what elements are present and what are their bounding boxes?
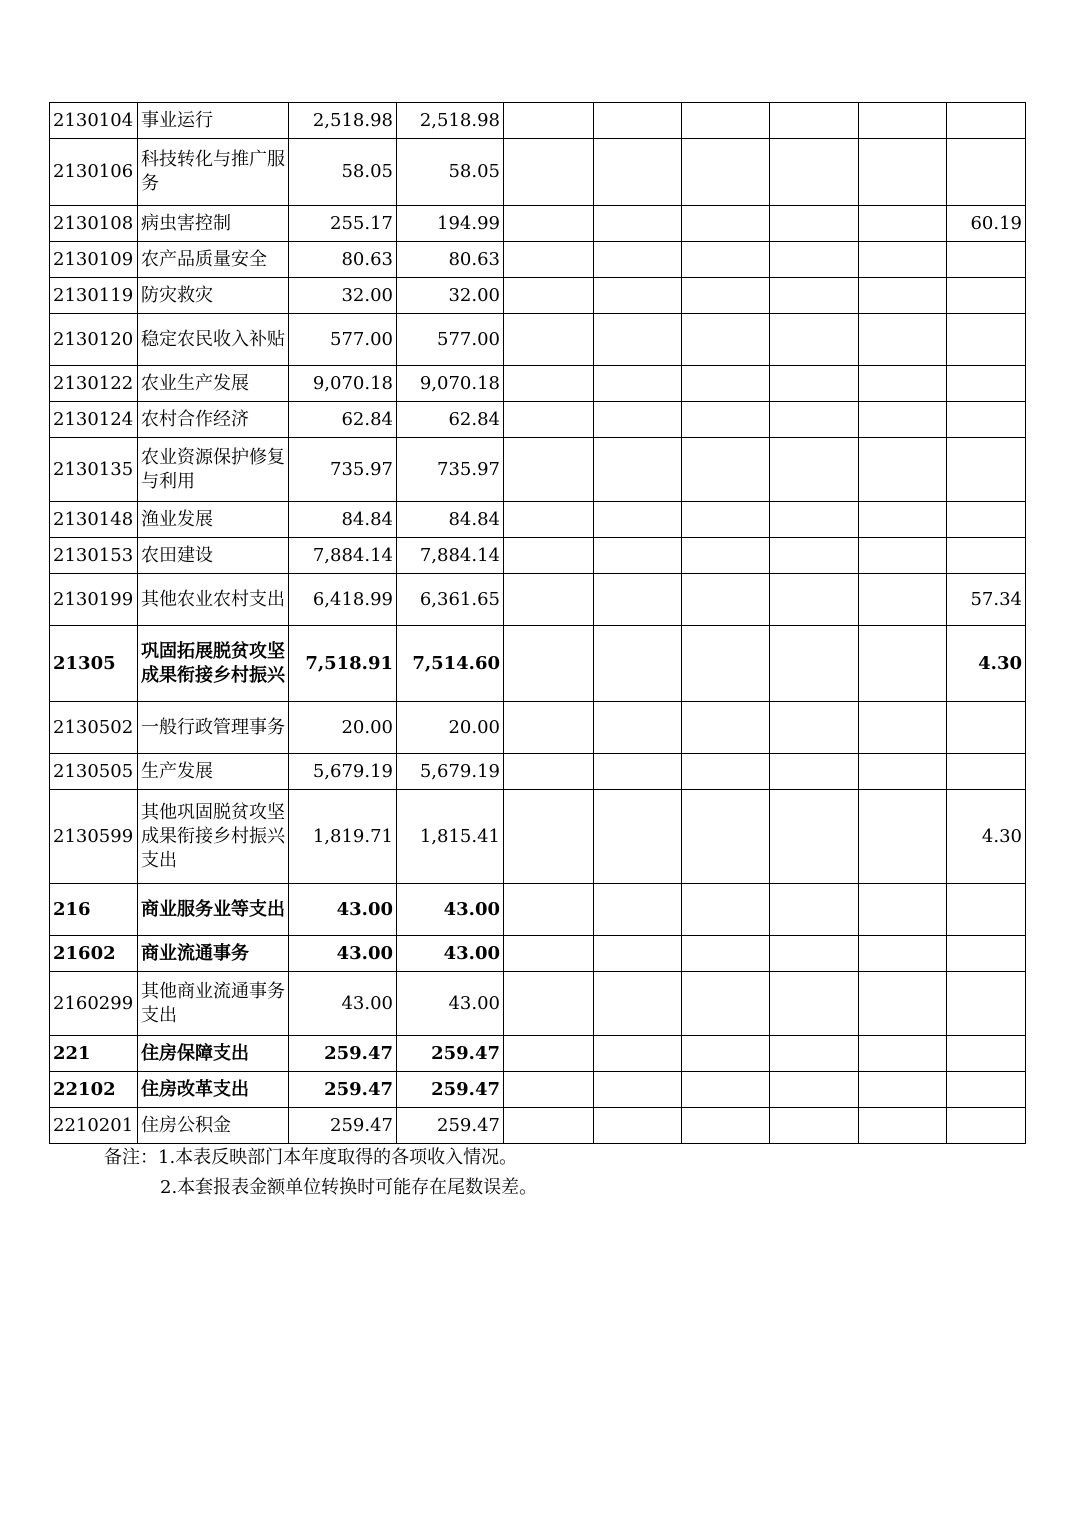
cell-total: 255.17 — [289, 206, 397, 242]
cell-empty — [770, 366, 859, 402]
cell-empty — [504, 972, 594, 1036]
cell-total: 259.47 — [289, 1036, 397, 1072]
cell-total: 58.05 — [289, 139, 397, 206]
cell-empty — [859, 438, 947, 502]
cell-amount: 259.47 — [397, 1036, 504, 1072]
cell-amount: 43.00 — [397, 972, 504, 1036]
note-line-2: 2.本套报表金额单位转换时可能存在尾数误差。 — [160, 1177, 538, 1198]
cell-code: 2130505 — [50, 754, 138, 790]
cell-empty — [594, 884, 682, 936]
cell-empty — [770, 1072, 859, 1108]
cell-empty — [594, 972, 682, 1036]
cell-empty — [859, 754, 947, 790]
cell-empty — [594, 366, 682, 402]
cell-empty — [770, 206, 859, 242]
cell-other: 4.30 — [947, 626, 1026, 702]
cell-name: 渔业发展 — [138, 502, 289, 538]
cell-empty — [504, 314, 594, 366]
cell-total: 80.63 — [289, 242, 397, 278]
table-row — [50, 1108, 1026, 1144]
cell-name: 其他商业流通事务支出 — [138, 972, 289, 1036]
cell-name: 生产发展 — [138, 754, 289, 790]
cell-empty — [770, 790, 859, 884]
cell-empty — [504, 936, 594, 972]
cell-empty — [594, 103, 682, 139]
cell-empty — [682, 574, 770, 626]
cell-name: 其他巩固脱贫攻坚成果衔接乡村振兴支出 — [138, 790, 289, 884]
cell-empty — [504, 1036, 594, 1072]
cell-empty — [770, 438, 859, 502]
cell-amount: 80.63 — [397, 242, 504, 278]
cell-name: 农田建设 — [138, 538, 289, 574]
budget-table — [49, 102, 1026, 1144]
cell-empty — [770, 936, 859, 972]
cell-empty — [770, 884, 859, 936]
cell-empty — [859, 626, 947, 702]
cell-empty — [504, 103, 594, 139]
cell-empty — [594, 702, 682, 754]
cell-amount: 32.00 — [397, 278, 504, 314]
cell-amount: 1,815.41 — [397, 790, 504, 884]
cell-empty — [504, 1108, 594, 1144]
cell-empty — [682, 936, 770, 972]
cell-empty — [770, 702, 859, 754]
cell-empty — [594, 754, 682, 790]
cell-amount: 259.47 — [397, 1072, 504, 1108]
cell-empty — [504, 538, 594, 574]
cell-empty — [682, 438, 770, 502]
cell-empty — [504, 139, 594, 206]
cell-empty — [682, 790, 770, 884]
cell-empty — [504, 438, 594, 502]
cell-empty — [859, 314, 947, 366]
cell-total: 84.84 — [289, 502, 397, 538]
cell-empty — [770, 1108, 859, 1144]
cell-empty — [682, 972, 770, 1036]
cell-empty — [594, 626, 682, 702]
cell-empty — [504, 502, 594, 538]
cell-total: 32.00 — [289, 278, 397, 314]
cell-empty — [770, 242, 859, 278]
cell-other — [947, 366, 1026, 402]
cell-empty — [594, 574, 682, 626]
cell-amount: 9,070.18 — [397, 366, 504, 402]
cell-empty — [594, 1036, 682, 1072]
cell-empty — [859, 1108, 947, 1144]
cell-code: 2160299 — [50, 972, 138, 1036]
cell-empty — [594, 278, 682, 314]
cell-empty — [770, 402, 859, 438]
cell-empty — [594, 538, 682, 574]
table-row — [50, 1072, 1026, 1108]
cell-empty — [594, 936, 682, 972]
cell-empty — [859, 1036, 947, 1072]
cell-empty — [859, 139, 947, 206]
cell-empty — [770, 538, 859, 574]
cell-total: 43.00 — [289, 884, 397, 936]
cell-amount: 62.84 — [397, 402, 504, 438]
cell-code: 2130119 — [50, 278, 138, 314]
cell-empty — [682, 1036, 770, 1072]
cell-total: 43.00 — [289, 936, 397, 972]
note-line-1: 备注：1.本表反映部门本年度取得的各项收入情况。 — [104, 1147, 518, 1168]
table-row — [50, 502, 1026, 538]
cell-other — [947, 402, 1026, 438]
cell-amount: 194.99 — [397, 206, 504, 242]
table-row — [50, 538, 1026, 574]
table-row — [50, 139, 1026, 206]
cell-amount: 58.05 — [397, 139, 504, 206]
cell-empty — [770, 754, 859, 790]
cell-empty — [594, 139, 682, 206]
cell-name: 住房公积金 — [138, 1108, 289, 1144]
cell-code: 2130599 — [50, 790, 138, 884]
cell-total: 1,819.71 — [289, 790, 397, 884]
cell-empty — [682, 206, 770, 242]
cell-empty — [504, 206, 594, 242]
cell-amount: 735.97 — [397, 438, 504, 502]
cell-code: 21305 — [50, 626, 138, 702]
cell-total: 2,518.98 — [289, 103, 397, 139]
table-row — [50, 754, 1026, 790]
cell-code: 2130148 — [50, 502, 138, 538]
cell-total: 577.00 — [289, 314, 397, 366]
cell-empty — [770, 626, 859, 702]
cell-other — [947, 103, 1026, 139]
cell-other — [947, 972, 1026, 1036]
cell-code: 2130122 — [50, 366, 138, 402]
cell-total: 259.47 — [289, 1072, 397, 1108]
cell-empty — [682, 702, 770, 754]
cell-empty — [682, 366, 770, 402]
cell-other — [947, 242, 1026, 278]
cell-empty — [770, 314, 859, 366]
cell-empty — [504, 754, 594, 790]
cell-code: 2130120 — [50, 314, 138, 366]
table-row — [50, 103, 1026, 139]
table-row — [50, 242, 1026, 278]
cell-amount: 20.00 — [397, 702, 504, 754]
cell-name: 住房保障支出 — [138, 1036, 289, 1072]
cell-empty — [770, 139, 859, 206]
cell-empty — [682, 242, 770, 278]
cell-empty — [682, 502, 770, 538]
cell-other — [947, 502, 1026, 538]
table-row — [50, 972, 1026, 1036]
cell-empty — [504, 884, 594, 936]
cell-name: 巩固拓展脱贫攻坚成果衔接乡村振兴 — [138, 626, 289, 702]
cell-amount: 43.00 — [397, 936, 504, 972]
cell-empty — [770, 278, 859, 314]
cell-empty — [682, 1108, 770, 1144]
cell-empty — [859, 402, 947, 438]
cell-name: 一般行政管理事务 — [138, 702, 289, 754]
notes — [104, 1143, 537, 1203]
cell-code: 2130153 — [50, 538, 138, 574]
cell-total: 20.00 — [289, 702, 397, 754]
cell-empty — [682, 278, 770, 314]
cell-code: 22102 — [50, 1072, 138, 1108]
cell-code: 2130502 — [50, 702, 138, 754]
table-row — [50, 626, 1026, 702]
cell-empty — [770, 574, 859, 626]
cell-amount: 5,679.19 — [397, 754, 504, 790]
cell-name: 稳定农民收入补贴 — [138, 314, 289, 366]
cell-amount: 259.47 — [397, 1108, 504, 1144]
cell-code: 2130199 — [50, 574, 138, 626]
cell-empty — [504, 574, 594, 626]
cell-name: 农产品质量安全 — [138, 242, 289, 278]
cell-code: 2210201 — [50, 1108, 138, 1144]
cell-other — [947, 702, 1026, 754]
cell-empty — [594, 1108, 682, 1144]
cell-total: 7,884.14 — [289, 538, 397, 574]
cell-empty — [859, 278, 947, 314]
table-row — [50, 790, 1026, 884]
cell-other — [947, 936, 1026, 972]
table-row — [50, 936, 1026, 972]
cell-empty — [504, 366, 594, 402]
cell-total: 259.47 — [289, 1108, 397, 1144]
cell-code: 21602 — [50, 936, 138, 972]
cell-empty — [682, 538, 770, 574]
cell-name: 病虫害控制 — [138, 206, 289, 242]
cell-other — [947, 139, 1026, 206]
cell-code: 2130104 — [50, 103, 138, 139]
cell-name: 农业生产发展 — [138, 366, 289, 402]
table-row — [50, 438, 1026, 502]
cell-empty — [594, 314, 682, 366]
cell-other — [947, 538, 1026, 574]
cell-total: 735.97 — [289, 438, 397, 502]
cell-empty — [770, 502, 859, 538]
cell-empty — [682, 402, 770, 438]
cell-total: 5,679.19 — [289, 754, 397, 790]
cell-empty — [594, 402, 682, 438]
cell-empty — [504, 790, 594, 884]
table-row — [50, 1036, 1026, 1072]
cell-empty — [594, 206, 682, 242]
cell-other — [947, 278, 1026, 314]
cell-amount: 577.00 — [397, 314, 504, 366]
table-row — [50, 366, 1026, 402]
table-row — [50, 884, 1026, 936]
cell-code: 2130124 — [50, 402, 138, 438]
cell-code: 2130108 — [50, 206, 138, 242]
cell-empty — [682, 139, 770, 206]
cell-empty — [859, 366, 947, 402]
cell-code: 221 — [50, 1036, 138, 1072]
cell-other: 60.19 — [947, 206, 1026, 242]
cell-total: 43.00 — [289, 972, 397, 1036]
cell-empty — [859, 206, 947, 242]
cell-empty — [504, 278, 594, 314]
cell-empty — [594, 502, 682, 538]
cell-empty — [770, 972, 859, 1036]
cell-total: 9,070.18 — [289, 366, 397, 402]
cell-empty — [859, 702, 947, 754]
cell-code: 216 — [50, 884, 138, 936]
cell-empty — [859, 884, 947, 936]
cell-code: 2130135 — [50, 438, 138, 502]
cell-empty — [682, 314, 770, 366]
cell-empty — [682, 754, 770, 790]
cell-amount: 7,884.14 — [397, 538, 504, 574]
cell-empty — [859, 242, 947, 278]
cell-other — [947, 1072, 1026, 1108]
cell-empty — [594, 1072, 682, 1108]
cell-total: 62.84 — [289, 402, 397, 438]
table-row — [50, 278, 1026, 314]
cell-other — [947, 438, 1026, 502]
cell-name: 科技转化与推广服务 — [138, 139, 289, 206]
table-row — [50, 574, 1026, 626]
cell-other — [947, 314, 1026, 366]
table-row — [50, 402, 1026, 438]
cell-name: 农业资源保护修复与利用 — [138, 438, 289, 502]
cell-empty — [859, 790, 947, 884]
cell-empty — [504, 702, 594, 754]
cell-empty — [594, 242, 682, 278]
cell-name: 其他农业农村支出 — [138, 574, 289, 626]
cell-empty — [594, 790, 682, 884]
cell-empty — [859, 538, 947, 574]
cell-empty — [859, 502, 947, 538]
cell-empty — [859, 103, 947, 139]
cell-empty — [859, 936, 947, 972]
cell-amount: 2,518.98 — [397, 103, 504, 139]
cell-empty — [682, 103, 770, 139]
cell-empty — [859, 972, 947, 1036]
cell-empty — [504, 402, 594, 438]
cell-amount: 6,361.65 — [397, 574, 504, 626]
cell-other — [947, 754, 1026, 790]
cell-amount: 7,514.60 — [397, 626, 504, 702]
cell-name: 农村合作经济 — [138, 402, 289, 438]
cell-empty — [504, 626, 594, 702]
cell-other — [947, 1108, 1026, 1144]
cell-code: 2130109 — [50, 242, 138, 278]
table-row — [50, 702, 1026, 754]
cell-amount: 84.84 — [397, 502, 504, 538]
cell-name: 商业服务业等支出 — [138, 884, 289, 936]
cell-empty — [859, 574, 947, 626]
cell-amount: 43.00 — [397, 884, 504, 936]
cell-code: 2130106 — [50, 139, 138, 206]
table-body — [50, 103, 1026, 1144]
cell-empty — [504, 1072, 594, 1108]
cell-name: 住房改革支出 — [138, 1072, 289, 1108]
cell-empty — [682, 884, 770, 936]
cell-other: 4.30 — [947, 790, 1026, 884]
cell-name: 事业运行 — [138, 103, 289, 139]
cell-other — [947, 1036, 1026, 1072]
cell-total: 6,418.99 — [289, 574, 397, 626]
cell-empty — [594, 438, 682, 502]
table-row — [50, 206, 1026, 242]
cell-other: 57.34 — [947, 574, 1026, 626]
cell-empty — [682, 626, 770, 702]
cell-empty — [682, 1072, 770, 1108]
cell-empty — [770, 1036, 859, 1072]
cell-total: 7,518.91 — [289, 626, 397, 702]
cell-name: 防灾救灾 — [138, 278, 289, 314]
table-row — [50, 314, 1026, 366]
cell-other — [947, 884, 1026, 936]
cell-empty — [770, 103, 859, 139]
cell-name: 商业流通事务 — [138, 936, 289, 972]
cell-empty — [504, 242, 594, 278]
cell-empty — [859, 1072, 947, 1108]
